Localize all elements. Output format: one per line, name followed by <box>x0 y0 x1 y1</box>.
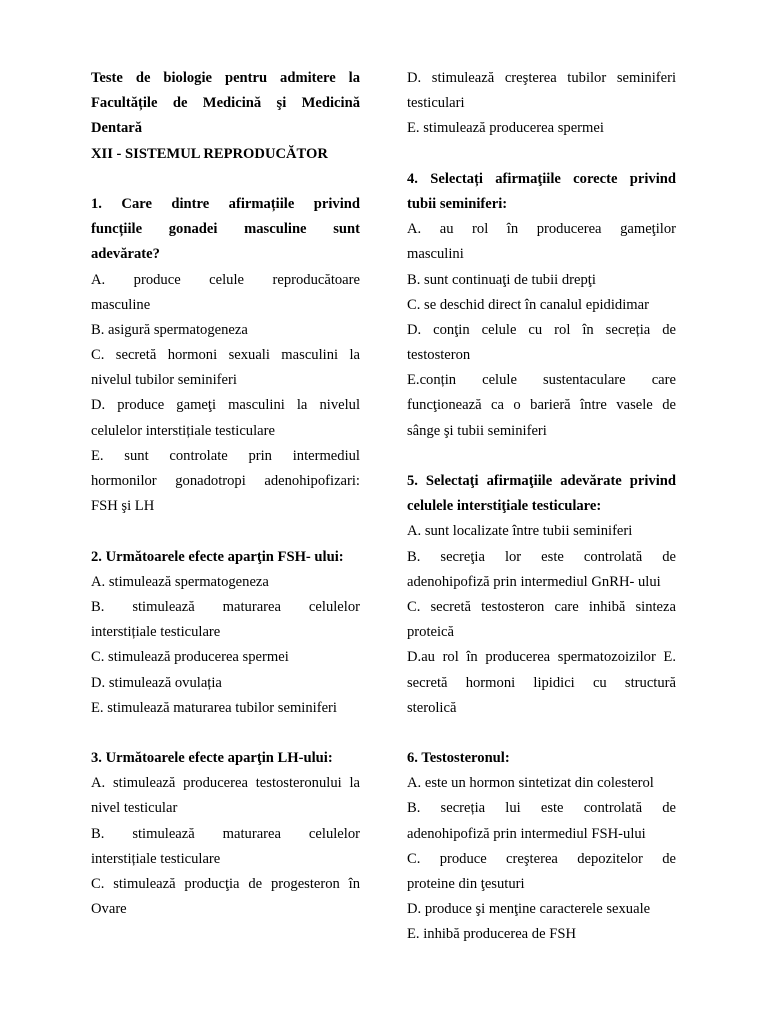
option-line: testiculari <box>407 95 465 112</box>
question-text: 3. Următoarele efecte aparţin LH-ului: <box>91 750 333 767</box>
question-text: celulele interstiţiale testiculare: <box>407 498 602 515</box>
option-line: B. secreţia lor este controlată de <box>407 548 676 565</box>
option-line: D. stimulează creşterea tubilor seminiferi <box>407 70 676 86</box>
option-line: C. stimulează producţia de progesteron în <box>91 876 360 892</box>
option-line: hormonilor gonadotropi adenohipofizari: <box>91 473 360 489</box>
title-line: Dentară <box>91 120 143 137</box>
option-line: A. produce celule reproducătoare <box>91 271 360 288</box>
option-line: D. produce gameţi masculini la nivelul <box>91 397 360 414</box>
question-text: 6. Testosteronul: <box>407 750 510 767</box>
question-5 <box>407 469 676 721</box>
option-line: A. sunt localizate între tubii seminiferi <box>407 523 633 540</box>
left-column <box>91 66 360 922</box>
option-line: B. asigură spermatogeneza <box>91 321 248 338</box>
option-line: interstițiale testiculare <box>91 624 221 641</box>
title-line: Teste de biologie pentru admitere la <box>91 70 360 86</box>
option-line: proteică <box>407 624 454 641</box>
option-line: A. este un hormon sintetizat din colesterol <box>407 775 654 792</box>
spacer <box>407 444 676 469</box>
option-line: funcţionează ca o barieră între vasele de <box>407 397 676 414</box>
chapter-heading: XII - SISTEMUL REPRODUCĂTOR <box>91 145 328 162</box>
spacer <box>91 519 360 544</box>
question-text: 4. Selectați afirmaţiile corecte privind <box>407 170 676 187</box>
option-line: D. produce şi menţine caracterele sexuale <box>407 901 651 918</box>
title-line: Facultățile de Medicină şi Medicină <box>91 95 360 112</box>
question-text: tubii seminiferi: <box>407 195 508 212</box>
spacer <box>407 721 676 746</box>
option-line: C. stimulează producerea spermei <box>91 649 289 666</box>
option-line: C. secretă testosteron care inhibă sinteza <box>407 598 676 615</box>
option-line: E. sunt controlate prin intermediul <box>91 447 360 464</box>
question-2 <box>91 545 360 721</box>
option-line: masculini <box>407 246 464 263</box>
question-text: funcțiile gonadei masculine sunt <box>91 221 360 238</box>
option-line: A. stimulează spermatogeneza <box>91 573 269 590</box>
option-line: secretă hormoni lipidici cu structură <box>407 674 676 691</box>
question-1 <box>91 192 360 519</box>
option-line: B. stimulează maturarea celulelor <box>91 598 360 615</box>
option-line: B. secreția lui este controlată de <box>407 800 676 817</box>
option-line: proteine din ţesuturi <box>407 876 525 892</box>
option-line: E. inhibă producerea de FSH <box>407 926 576 943</box>
option-line: C. secretă hormoni sexuali masculini la <box>91 347 360 364</box>
option-line: E.conțin celule sustentaculare care <box>407 372 676 389</box>
option-line: B. stimulează maturarea celulelor <box>91 825 360 842</box>
question-4 <box>407 167 676 444</box>
spacer <box>407 142 676 167</box>
option-line: E. stimulează maturarea tubilor seminiferi <box>91 699 337 716</box>
option-line: FSH şi LH <box>91 498 155 515</box>
option-line: E. stimulează producerea spermei <box>407 120 604 137</box>
option-line: interstițiale testiculare <box>91 850 221 867</box>
question-text: 1. Care dintre afirmațiile privind <box>91 195 360 212</box>
question-6 <box>407 746 676 948</box>
option-line: testosteron <box>407 347 471 364</box>
question-text: 5. Selectaţi afirmaţiile adevărate privind <box>407 473 676 489</box>
option-line: C. produce creşterea depozitelor de <box>407 850 676 867</box>
option-line: sânge şi tubii seminiferi <box>407 422 547 439</box>
question-text: 2. Următoarele efecte aparţin FSH- ului: <box>91 548 344 565</box>
option-line: sterolică <box>407 699 457 716</box>
document-title <box>91 66 360 142</box>
option-line: A. au rol în producerea gameţilor <box>407 221 676 238</box>
question-3 <box>91 746 360 922</box>
option-line: D. stimulează ovulația <box>91 674 222 691</box>
question-3-continued <box>407 66 676 142</box>
option-line: C. se deschid direct în canalul epididimar <box>407 296 649 313</box>
option-line: nivelul tubilor seminiferi <box>91 372 237 389</box>
option-line: D.au rol în producerea spermatozoizilor E. <box>407 649 676 666</box>
option-line: Ovare <box>91 901 127 918</box>
option-line: adenohipofiză prin intermediul FSH-ului <box>407 825 646 842</box>
option-line: masculine <box>91 296 151 313</box>
option-line: celulelor interstițiale testiculare <box>91 422 275 439</box>
option-line: nivel testicular <box>91 800 178 817</box>
option-line: B. sunt continuaţi de tubii drepţi <box>407 271 596 288</box>
question-text: adevărate? <box>91 246 160 263</box>
option-line: D. conţin celule cu rol în secreția de <box>407 321 676 338</box>
option-line: A. stimulează producerea testosteronului la <box>91 775 360 792</box>
spacer <box>91 167 360 192</box>
right-column <box>407 66 676 948</box>
spacer <box>91 721 360 746</box>
option-line: adenohipofiză prin intermediul GnRH- ului <box>407 573 661 590</box>
